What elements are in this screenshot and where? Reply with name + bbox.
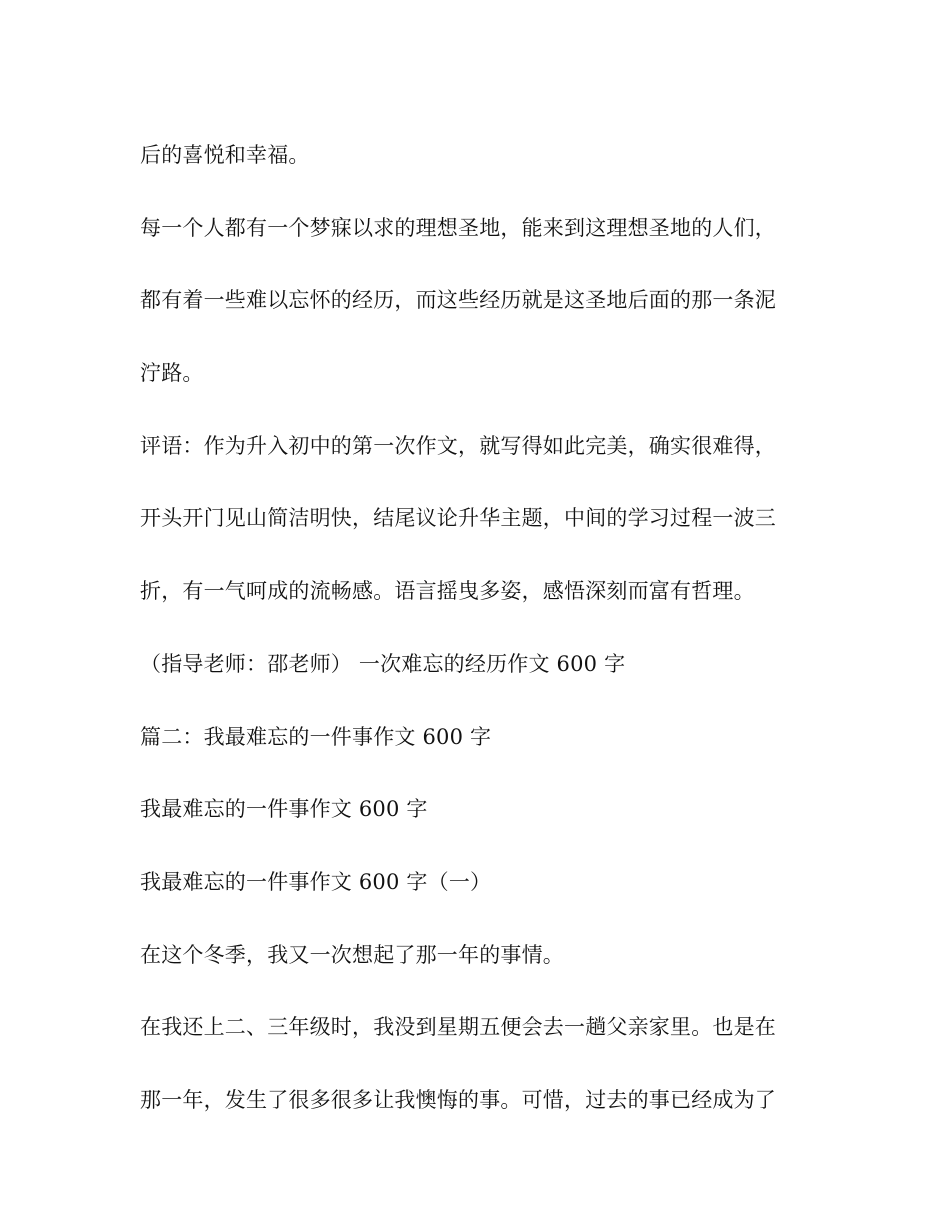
text-line: 在这个冬季，我又一次想起了那一年的事情。 bbox=[140, 942, 564, 967]
text-line: 评语：作为升入初中的第一次作文，就写得如此完美，确实很难得， bbox=[140, 433, 776, 458]
article-title: 我最难忘的一件事作文 600 字 bbox=[140, 797, 428, 822]
text-line: （指导老师：邵老师） 一次难忘的经历作文 600 字 bbox=[140, 651, 626, 676]
article-subtitle: 我最难忘的一件事作文 600 字（一） bbox=[140, 869, 492, 894]
section-heading: 篇二：我最难忘的一件事作文 600 字 bbox=[140, 724, 492, 749]
text-line: 都有着一些难以忘怀的经历，而这些经历就是这圣地后面的那一条泥 bbox=[140, 288, 776, 313]
text-line: 每一个人都有一个梦寐以求的理想圣地，能来到这理想圣地的人们， bbox=[140, 215, 776, 240]
text-line: 泞路。 bbox=[140, 361, 204, 386]
text-line: 折，有一气呵成的流畅感。语言摇曳多姿，感悟深刻而富有哲理。 bbox=[140, 579, 755, 604]
text-line: 那一年，发生了很多很多让我懊悔的事。可惜，过去的事已经成为了 bbox=[140, 1087, 776, 1112]
document-body bbox=[140, 119, 800, 1137]
text-line: 在我还上二、三年级时，我没到星期五便会去一趟父亲家里。也是在 bbox=[140, 1015, 776, 1040]
text-line: 开头开门见山简洁明快，结尾议论升华主题，中间的学习过程一波三 bbox=[140, 506, 776, 531]
text-line: 后的喜悦和幸福。 bbox=[140, 143, 310, 167]
